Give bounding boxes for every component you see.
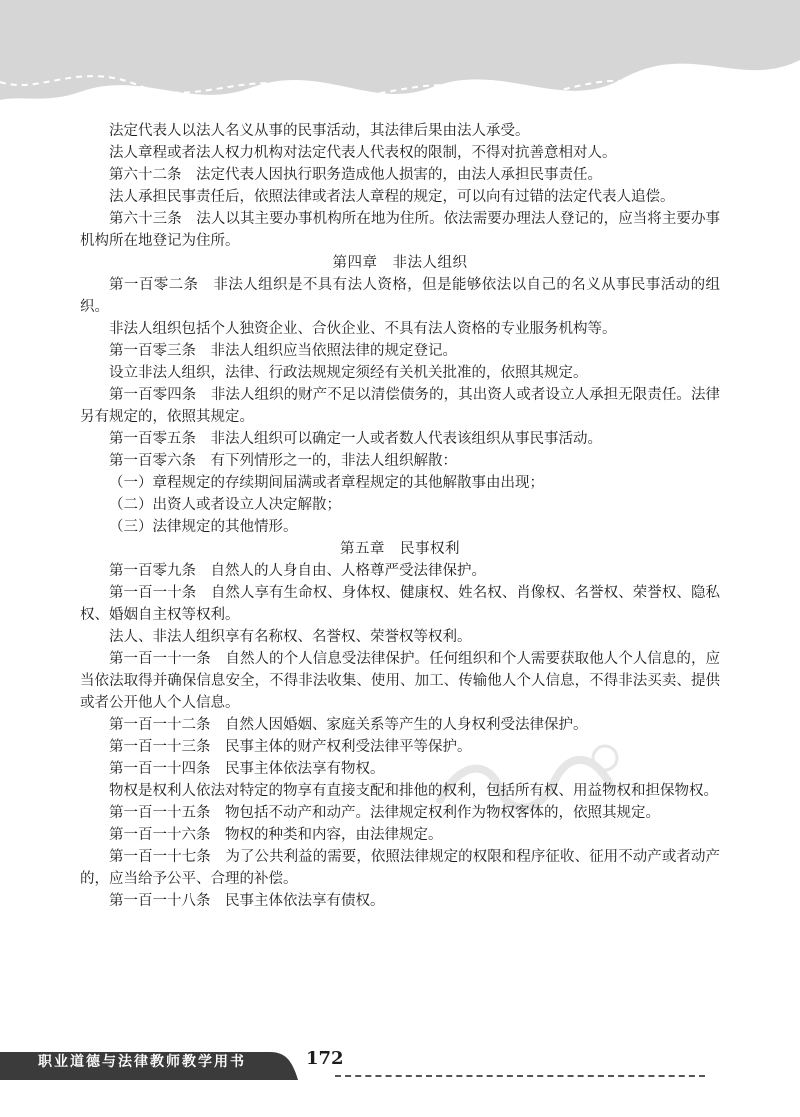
body-paragraph: 物权是权利人依法对特定的物享有直接支配和排他的权利，包括所有权、用益物权和担保物权。 xyxy=(109,783,718,799)
header-wave-decoration xyxy=(0,0,800,120)
body-paragraph: 第六十三条 法人以其主要办事机构所在地为住所。依法需要办理法人登记的，应当将主要办事机构所在地登记为住所。 xyxy=(80,211,720,249)
body-paragraph: （三）法律规定的其他情形。 xyxy=(109,519,298,535)
body-paragraph: 第一百零五条 非法人组织可以确定一人或者数人代表该组织从事民事活动。 xyxy=(109,431,602,447)
body-paragraph: 第一百一十一条 自然人的个人信息受法律保护。任何组织和个人需要获取他人个人信息的，应当依法取得并确保信息安全，不得非法收集、使用、加工、传输他人个人信息，不得非法买卖、提供或者公开他人个人信息。 xyxy=(80,651,720,711)
body-paragraph: 第一百一十四条 民事主体依法享有物权。 xyxy=(109,761,385,777)
body-paragraph: 第一百一十七条 为了公共利益的需要，依照法律规定的权限和程序征收、征用不动产或者动产的，应当给予公平、合理的补偿。 xyxy=(80,849,720,887)
body-paragraph: 第一百零九条 自然人的人身自由、人格尊严受法律保护。 xyxy=(109,563,486,579)
body-paragraph: 法定代表人以法人名义从事的民事活动，其法律后果由法人承受。 xyxy=(109,123,530,139)
body-paragraph: 第一百一十六条 物权的种类和内容，由法律规定。 xyxy=(109,827,443,843)
document-body xyxy=(80,120,720,912)
body-paragraph: 法人承担民事责任后，依照法律或者法人章程的规定，可以向有过错的法定代表人追偿。 xyxy=(109,189,675,205)
body-paragraph: 第一百零四条 非法人组织的财产不足以清偿债务的，其出资人或者设立人承担无限责任。法律另有规定的，依照其规定。 xyxy=(80,387,720,425)
body-paragraph: 非法人组织包括个人独资企业、合伙企业、不具有法人资格的专业服务机构等。 xyxy=(109,321,617,337)
body-paragraph: 第一百一十二条 自然人因婚姻、家庭关系等产生的人身权利受法律保护。 xyxy=(109,717,588,733)
footer-dashed-line xyxy=(335,1075,705,1077)
body-paragraph: 第一百一十五条 物包括不动产和动产。法律规定权利作为物权客体的，依照其规定。 xyxy=(109,805,660,821)
body-paragraph: 第一百零三条 非法人组织应当依照法律的规定登记。 xyxy=(109,343,457,359)
body-paragraph: 法人、非法人组织享有名称权、名誉权、荣誉权等权利。 xyxy=(109,629,472,645)
footer-book-title: 职业道德与法律教师教学用书 xyxy=(38,1054,246,1070)
body-paragraph: （一）章程规定的存续期间届满或者章程规定的其他解散事由出现； xyxy=(109,475,544,491)
page-number: 172 xyxy=(306,1048,344,1069)
chapter-heading: 第四章 非法人组织 xyxy=(332,255,468,271)
body-paragraph: 第一百一十条 自然人享有生命权、身体权、健康权、姓名权、肖像权、名誉权、荣誉权、隐私权、婚姻自主权等权利。 xyxy=(80,585,720,623)
body-paragraph: 第一百一十八条 民事主体依法享有债权。 xyxy=(109,893,385,909)
body-paragraph: 第一百一十三条 民事主体的财产权利受法律平等保护。 xyxy=(109,739,472,755)
body-paragraph: 第一百零六条 有下列情形之一的，非法人组织解散： xyxy=(109,453,457,469)
body-paragraph: 设立非法人组织，法律、行政法规规定须经有关机关批准的，依照其规定。 xyxy=(109,365,588,381)
chapter-heading: 第五章 民事权利 xyxy=(340,541,460,557)
body-paragraph: 第一百零二条 非法人组织是不具有法人资格，但是能够依法以自己的名义从事民事活动的组织。 xyxy=(80,277,720,315)
body-paragraph: （二）出资人或者设立人决定解散； xyxy=(109,497,341,513)
body-paragraph: 第六十二条 法定代表人因执行职务造成他人损害的，由法人承担民事责任。 xyxy=(109,167,602,183)
body-paragraph: 法人章程或者法人权力机构对法定代表人代表权的限制，不得对抗善意相对人。 xyxy=(109,145,617,161)
